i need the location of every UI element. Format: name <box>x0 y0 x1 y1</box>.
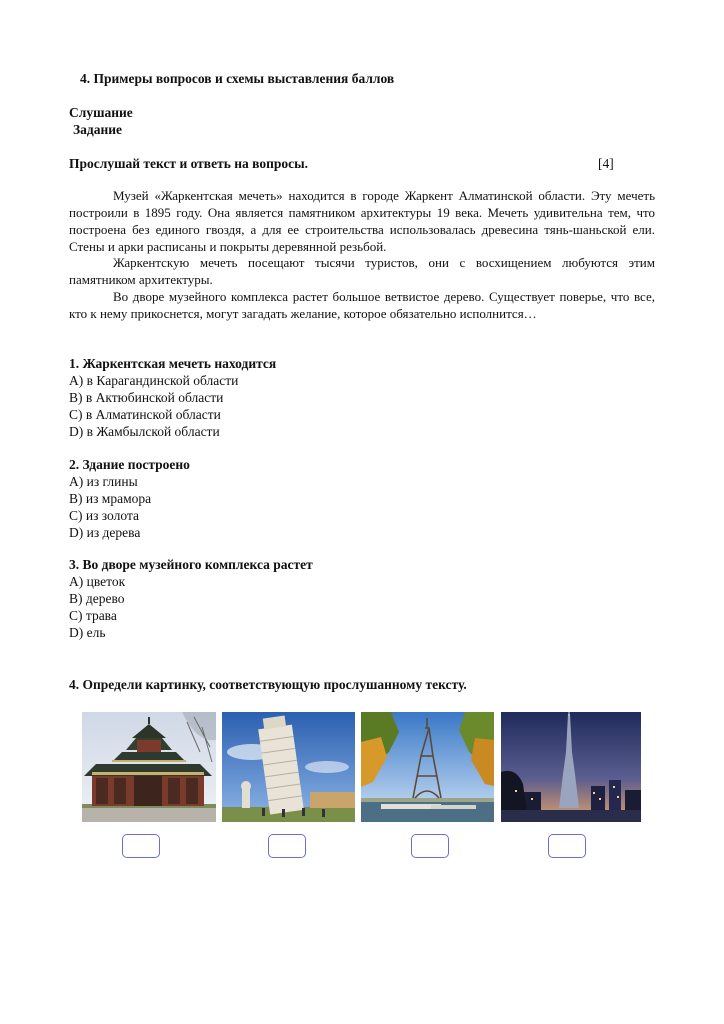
question-1 <box>69 355 276 440</box>
answer-option: B) в Актюбинской области <box>69 390 224 405</box>
picture-eiffel-tower <box>361 712 494 822</box>
picture-leaning-tower-of-pisa <box>222 712 355 822</box>
answer-box-picture-1[interactable] <box>122 834 160 858</box>
question-3 <box>69 556 313 641</box>
answer-box-picture-2[interactable] <box>268 834 306 858</box>
answer-option: C) в Алматинской области <box>69 407 221 422</box>
answer-box-picture-4[interactable] <box>548 834 586 858</box>
answer-option: C) трава <box>69 608 117 623</box>
question-title: 1. Жаркентская мечеть находится <box>69 356 277 371</box>
task-points: [4] <box>598 156 614 171</box>
answer-option: B) из мрамора <box>69 491 152 506</box>
answer-option: D) ель <box>69 625 106 640</box>
answer-option: B) дерево <box>69 591 125 606</box>
answer-option: C) из золота <box>69 508 139 523</box>
question-title: 3. Во дворе музейного комплекса растет <box>69 557 313 572</box>
question-2 <box>69 456 190 541</box>
section-title: 4. Примеры вопросов и схемы выставления баллов <box>80 71 395 86</box>
subheading-task: Задание <box>73 122 123 137</box>
answer-option: A) из глины <box>69 474 138 489</box>
subheading-listening: Слушание <box>69 105 133 120</box>
text-paragraph: Жаркентскую мечеть посещают тысячи туристов, они с восхищением любуются этим памятником архитектуры. <box>69 255 655 287</box>
question-4-title: 4. Определи картинку, соответствующую прослушанному тексту. <box>69 677 467 692</box>
picture-zharkent-mosque <box>82 712 216 822</box>
answer-option: D) из дерева <box>69 525 141 540</box>
answer-option: A) в Карагандинской области <box>69 373 239 388</box>
answer-option: A) цветок <box>69 574 126 589</box>
answer-box-picture-3[interactable] <box>411 834 449 858</box>
picture-burj-khalifa <box>501 712 641 822</box>
text-paragraph: Во дворе музейного комплекса растет большое ветвистое дерево. Существует поверье, что все, кто к нему прикоснется, могут загадать желание, которое обязательно исполнится… <box>69 289 655 321</box>
answer-option: D) в Жамбылской области <box>69 424 220 439</box>
task-instruction: Прослушай текст и ответь на вопросы. <box>69 156 309 171</box>
question-title: 2. Здание построено <box>69 457 190 472</box>
text-paragraph: Музей «Жаркентская мечеть» находится в городе Жаркент Алматинской области. Эту мечеть построили в 1895 году. Она является памятником архитектуры 19 века. Мечеть удивительна тем, что построена без единого гвоздя, а для ее строительства использовалась древесина тянь-шаньской ели. Стены и арки расписаны и покрыты деревянной резьбой. <box>69 188 655 254</box>
